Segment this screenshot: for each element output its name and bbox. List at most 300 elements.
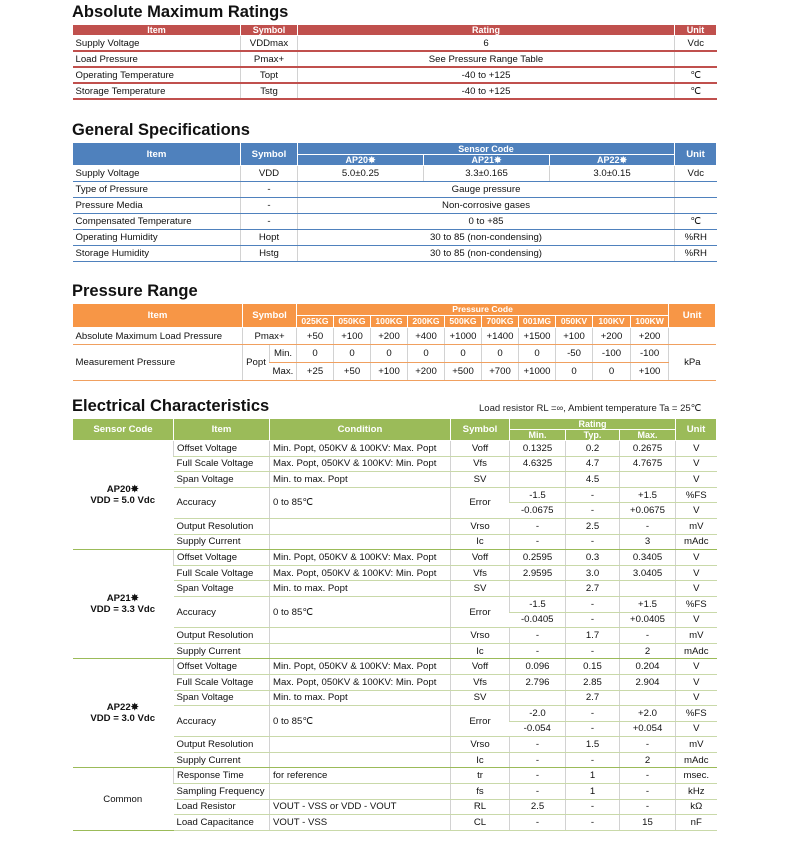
ec-typ: 2.7 [566,690,620,706]
table-row [73,198,717,214]
ec-table-body [73,441,717,831]
table-row [73,550,717,566]
ec-min: - [510,752,566,768]
ec-min: 0.096 [510,659,566,675]
ec-item: Supply Current [174,534,270,550]
ec-min: - [510,643,566,659]
ec-unit: V [676,565,717,581]
gs-table [72,142,717,262]
ec-unit: kΩ [676,799,717,815]
ec-symbol: Error [451,487,510,518]
ec-max: +0.0405 [620,612,676,628]
amr-header-item: Item [73,25,241,36]
gs-symbol: Hopt [241,230,298,246]
ec-min: 2.9595 [510,565,566,581]
ec-max: 15 [620,815,676,831]
ec-unit: mAdc [676,752,717,768]
ec-symbol: Vrso [451,737,510,753]
ec-item: Full Scale Voltage [174,674,270,690]
ec-condition [270,643,451,659]
ec-title: Electrical Characteristics [72,397,270,415]
ec-item: Span Voltage [174,690,270,706]
ec-symbol: Vfs [451,456,510,472]
table-row [73,328,716,345]
ec-condition: Min. Popt, 050KV & 100KV: Max. Popt [270,550,451,566]
gs-value: 30 to 85 (non-condensing) [298,246,675,262]
gs-code-ap20: AP20✸ [298,155,424,166]
ec-min: 0.1325 [510,441,566,457]
gs-header-sensor-code: Sensor Code [298,143,675,155]
ec-condition: Max. Popt, 050KV & 100KV: Min. Popt [270,674,451,690]
ec-typ: 0.15 [566,659,620,675]
ec-max: 3 [620,534,676,550]
pr-code: 700KG [482,316,519,328]
pr-code: 100KG [371,316,408,328]
ec-item: Supply Current [174,643,270,659]
gs-value: Non-corrosive gases [298,198,675,214]
ec-symbol: SV [451,690,510,706]
ec-header-item: Item [174,419,270,441]
ec-max: 0.2675 [620,441,676,457]
ec-unit: %FS [676,487,717,503]
table-row [73,246,717,262]
ec-typ: 2.85 [566,674,620,690]
pr-min-value: -50 [556,345,593,363]
ec-unit: V [676,550,717,566]
gs-unit [675,182,717,198]
ec-item: Offset Voltage [174,441,270,457]
ec-condition: Min. Popt, 050KV & 100KV: Max. Popt [270,659,451,675]
ec-max: +1.5 [620,596,676,612]
pr-min-value: 0 [297,345,334,363]
ec-condition: Min. to max. Popt [270,581,451,597]
amr-symbol: Tstg [241,83,298,99]
ec-max: - [620,737,676,753]
ec-item: Offset Voltage [174,550,270,566]
ec-unit: V [676,721,717,737]
amr-unit: ℃ [675,67,717,83]
ec-unit: nF [676,815,717,831]
ec-header-min: Min. [510,430,566,441]
ec-sensor-code: AP22✸ [106,702,139,714]
ec-min: 2.796 [510,674,566,690]
gs-code-ap22: AP22✸ [550,155,675,166]
ec-unit: mAdc [676,534,717,550]
amr-table [72,24,717,100]
ec-item: Span Voltage [174,472,270,488]
ec-unit: kHz [676,784,717,800]
ec-symbol: fs [451,784,510,800]
ec-symbol: Ic [451,752,510,768]
ec-symbol: Ic [451,534,510,550]
table-row [73,659,717,675]
ec-symbol: Vrso [451,518,510,534]
table-row [73,214,717,230]
pr-code: 050KV [556,316,593,328]
amr-header-symbol: Symbol [241,25,298,36]
ec-max [620,690,676,706]
gs-title: General Specifications [72,121,250,139]
ec-unit: mV [676,518,717,534]
ec-min: - [510,628,566,644]
ec-min: - [510,737,566,753]
ec-condition: Max. Popt, 050KV & 100KV: Min. Popt [270,456,451,472]
gs-unit [675,198,717,214]
ec-typ: 1.7 [566,628,620,644]
pr-min-value: 0 [334,345,371,363]
gs-item: Operating Humidity [73,230,241,246]
ec-header-symbol: Symbol [451,419,510,441]
ec-typ: - [566,752,620,768]
ec-typ: 1 [566,768,620,784]
pr-symbol: Popt [243,345,270,381]
amr-rating: 6 [298,36,675,52]
ec-unit: mAdc [676,643,717,659]
pr-max-value: +200 [408,363,445,381]
ec-typ: 0.2 [566,441,620,457]
pr-max-value: +25 [297,363,334,381]
ec-common-label: Common [73,768,174,830]
ec-unit: V [676,674,717,690]
ec-condition: 0 to 85℃ [270,487,451,518]
ec-header-rating: Rating [510,419,676,430]
ec-table [72,418,717,831]
ec-min [510,472,566,488]
ec-min: -2.0 [510,706,566,722]
ec-min: - [510,815,566,831]
ec-unit: mV [676,628,717,644]
ec-condition: for reference [270,768,451,784]
ec-condition [270,628,451,644]
ec-unit: V [676,456,717,472]
pr-value: +100 [334,328,371,345]
pr-value: +50 [297,328,334,345]
pr-min-value: 0 [519,345,556,363]
pr-title: Pressure Range [72,282,198,300]
pr-header-item: Item [73,304,243,328]
pr-min-value: -100 [631,345,669,363]
ec-min: 0.2595 [510,550,566,566]
ec-unit: %FS [676,596,717,612]
ec-unit: V [676,612,717,628]
gs-symbol: - [241,214,298,230]
ec-header-max: Max. [620,430,676,441]
ec-condition: 0 to 85℃ [270,706,451,737]
ec-unit: msec. [676,768,717,784]
pr-code: 200KG [408,316,445,328]
gs-item: Type of Pressure [73,182,241,198]
ec-condition [270,784,451,800]
ec-symbol: CL [451,815,510,831]
ec-sensor-code-cell [73,441,174,550]
pr-value: +1400 [482,328,519,345]
ec-typ: - [566,503,620,519]
gs-unit: Vdc [675,166,717,182]
ec-item: Supply Current [174,752,270,768]
ec-sensor-code: AP20✸ [106,484,139,496]
ec-unit: mV [676,737,717,753]
ec-item: Span Voltage [174,581,270,597]
ec-min: - [510,784,566,800]
ec-header-sensor-code: Sensor Code [73,419,174,441]
pr-min-value: 0 [371,345,408,363]
ec-max: 4.7675 [620,456,676,472]
ec-max: 2 [620,752,676,768]
ec-typ: 4.7 [566,456,620,472]
pr-min-value: -100 [593,345,631,363]
table-row [73,345,716,363]
table-row [73,768,717,784]
ec-typ: 1.5 [566,737,620,753]
ec-note: Load resistor RL =∞, Ambient temperature Ta = 25℃ [479,403,702,414]
pr-value: +1500 [519,328,556,345]
ec-max: +0.0675 [620,503,676,519]
ec-symbol: tr [451,768,510,784]
ec-typ: 1 [566,784,620,800]
ec-item: Full Scale Voltage [174,565,270,581]
ec-typ: - [566,815,620,831]
ec-item: Accuracy [174,706,270,737]
gs-value: 5.0±0.25 [298,166,424,182]
gs-unit: ℃ [675,214,717,230]
pr-item: Absolute Maximum Load Pressure [73,328,243,345]
ec-min: -0.054 [510,721,566,737]
pr-table [72,303,716,381]
ec-min: -1.5 [510,487,566,503]
ec-typ: - [566,799,620,815]
ec-typ: - [566,487,620,503]
gs-item: Storage Humidity [73,246,241,262]
table-row [73,441,717,457]
ec-max: - [620,768,676,784]
pr-code: 500KG [445,316,482,328]
gs-value: 3.3±0.165 [424,166,550,182]
ec-max: +1.5 [620,487,676,503]
amr-rating: -40 to +125 [298,83,675,99]
gs-symbol: - [241,182,298,198]
ec-condition: Min. to max. Popt [270,690,451,706]
ec-sensor-vdd: VDD = 5.0 Vdc [90,495,156,507]
pr-min-value: 0 [445,345,482,363]
table-row [73,166,717,182]
table-row [73,67,717,83]
pr-value: +1000 [445,328,482,345]
pr-max-value: 0 [556,363,593,381]
pr-max-value: +1000 [519,363,556,381]
amr-symbol: Pmax+ [241,51,298,67]
ec-sensor-code-cell [73,659,174,768]
ec-min: 4.6325 [510,456,566,472]
ec-condition: Min. to max. Popt [270,472,451,488]
amr-rating: See Pressure Range Table [298,51,675,67]
table-row [73,51,717,67]
gs-value: Gauge pressure [298,182,675,198]
gs-unit: %RH [675,230,717,246]
ec-item: Output Resolution [174,737,270,753]
ec-header-unit: Unit [676,419,717,441]
ec-typ: 2.5 [566,518,620,534]
gs-item: Supply Voltage [73,166,241,182]
amr-header-rating: Rating [298,25,675,36]
pr-min-value: 0 [408,345,445,363]
ec-condition: VOUT - VSS or VDD - VOUT [270,799,451,815]
ec-item: Response Time [174,768,270,784]
pr-max-label: Max. [270,363,297,381]
amr-item: Operating Temperature [73,67,241,83]
pr-code: 025KG [297,316,334,328]
amr-rating: -40 to +125 [298,67,675,83]
ec-max: 0.3405 [620,550,676,566]
gs-symbol: - [241,198,298,214]
gs-header-item: Item [73,143,241,166]
pr-header-symbol: Symbol [243,304,297,328]
table-row [73,83,717,99]
table-row [73,36,717,52]
gs-item: Pressure Media [73,198,241,214]
ec-unit: V [676,690,717,706]
gs-value: 3.0±0.15 [550,166,675,182]
pr-code: 050KG [334,316,371,328]
amr-unit: ℃ [675,83,717,99]
ec-unit: V [676,659,717,675]
ec-header-condition: Condition [270,419,451,441]
ec-symbol: Error [451,706,510,737]
pr-max-value: 0 [593,363,631,381]
pr-unit-empty [669,328,716,345]
ec-max: 3.0405 [620,565,676,581]
ec-symbol: Error [451,596,510,627]
pr-symbol: Pmax+ [243,328,297,345]
gs-header-symbol: Symbol [241,143,298,166]
ec-symbol: Voff [451,441,510,457]
amr-item: Supply Voltage [73,36,241,52]
ec-symbol: Voff [451,659,510,675]
ec-condition: 0 to 85℃ [270,596,451,627]
ec-typ: 0.3 [566,550,620,566]
table-row [73,182,717,198]
pr-unit: kPa [669,345,716,381]
ec-typ: - [566,643,620,659]
ec-sensor-vdd: VDD = 3.3 Vdc [90,604,156,616]
ec-max: 2.904 [620,674,676,690]
ec-min [510,690,566,706]
ec-min: -1.5 [510,596,566,612]
pr-max-value: +700 [482,363,519,381]
ec-min: - [510,768,566,784]
ec-typ: - [566,596,620,612]
ec-condition [270,534,451,550]
ec-symbol: RL [451,799,510,815]
ec-symbol: Vfs [451,674,510,690]
amr-item: Storage Temperature [73,83,241,99]
ec-condition: VOUT - VSS [270,815,451,831]
pr-value: +100 [556,328,593,345]
ec-item: Output Resolution [174,628,270,644]
pr-min-label: Min. [270,345,297,363]
pr-value: +200 [593,328,631,345]
gs-value: 0 to +85 [298,214,675,230]
pr-code: 100KW [631,316,669,328]
ec-max: - [620,518,676,534]
pr-code: 001MG [519,316,556,328]
ec-symbol: SV [451,472,510,488]
ec-item: Accuracy [174,596,270,627]
ec-min: -0.0675 [510,503,566,519]
ec-min [510,581,566,597]
ec-max: - [620,799,676,815]
amr-unit [675,51,717,67]
ec-symbol: Voff [451,550,510,566]
ec-typ: - [566,534,620,550]
ec-min: - [510,518,566,534]
ec-max: +2.0 [620,706,676,722]
ec-unit: V [676,503,717,519]
ec-condition: Min. Popt, 050KV & 100KV: Max. Popt [270,441,451,457]
gs-header-unit: Unit [675,143,717,166]
pr-value: +200 [631,328,669,345]
pr-max-value: +500 [445,363,482,381]
amr-header-unit: Unit [675,25,717,36]
ec-unit: V [676,581,717,597]
ec-condition [270,518,451,534]
ec-max: 0.204 [620,659,676,675]
ec-item: Accuracy [174,487,270,518]
pr-max-value: +100 [371,363,408,381]
amr-symbol: VDDmax [241,36,298,52]
amr-item: Load Pressure [73,51,241,67]
ec-min: 2.5 [510,799,566,815]
ec-min: - [510,534,566,550]
pr-item: Measurement Pressure [73,345,243,381]
pr-header-pressure-code: Pressure Code [297,304,669,316]
ec-condition: Max. Popt, 050KV & 100KV: Min. Popt [270,565,451,581]
ec-symbol: Vfs [451,565,510,581]
ec-max [620,472,676,488]
pr-value: +400 [408,328,445,345]
ec-typ: 4.5 [566,472,620,488]
amr-symbol: Topt [241,67,298,83]
ec-max [620,581,676,597]
ec-symbol: SV [451,581,510,597]
ec-typ: 2.7 [566,581,620,597]
ec-sensor-code: AP21✸ [106,593,139,605]
ec-unit: %FS [676,706,717,722]
ec-item: Full Scale Voltage [174,456,270,472]
ec-unit: V [676,472,717,488]
ec-min: -0.0405 [510,612,566,628]
ec-typ: - [566,612,620,628]
table-row [73,230,717,246]
gs-item: Compensated Temperature [73,214,241,230]
ec-sensor-vdd: VDD = 3.0 Vdc [90,713,156,725]
ec-unit: V [676,441,717,457]
pr-value: +200 [371,328,408,345]
pr-code: 100KV [593,316,631,328]
ec-max: - [620,628,676,644]
pr-header-unit: Unit [669,304,716,328]
ec-max: - [620,784,676,800]
gs-value: 30 to 85 (non-condensing) [298,230,675,246]
ec-item: Load Resistor [174,799,270,815]
ec-condition [270,737,451,753]
ec-condition [270,752,451,768]
gs-symbol: Hstg [241,246,298,262]
ec-max: 2 [620,643,676,659]
gs-symbol: VDD [241,166,298,182]
gs-unit: %RH [675,246,717,262]
pr-max-value: +50 [334,363,371,381]
ec-symbol: Ic [451,643,510,659]
